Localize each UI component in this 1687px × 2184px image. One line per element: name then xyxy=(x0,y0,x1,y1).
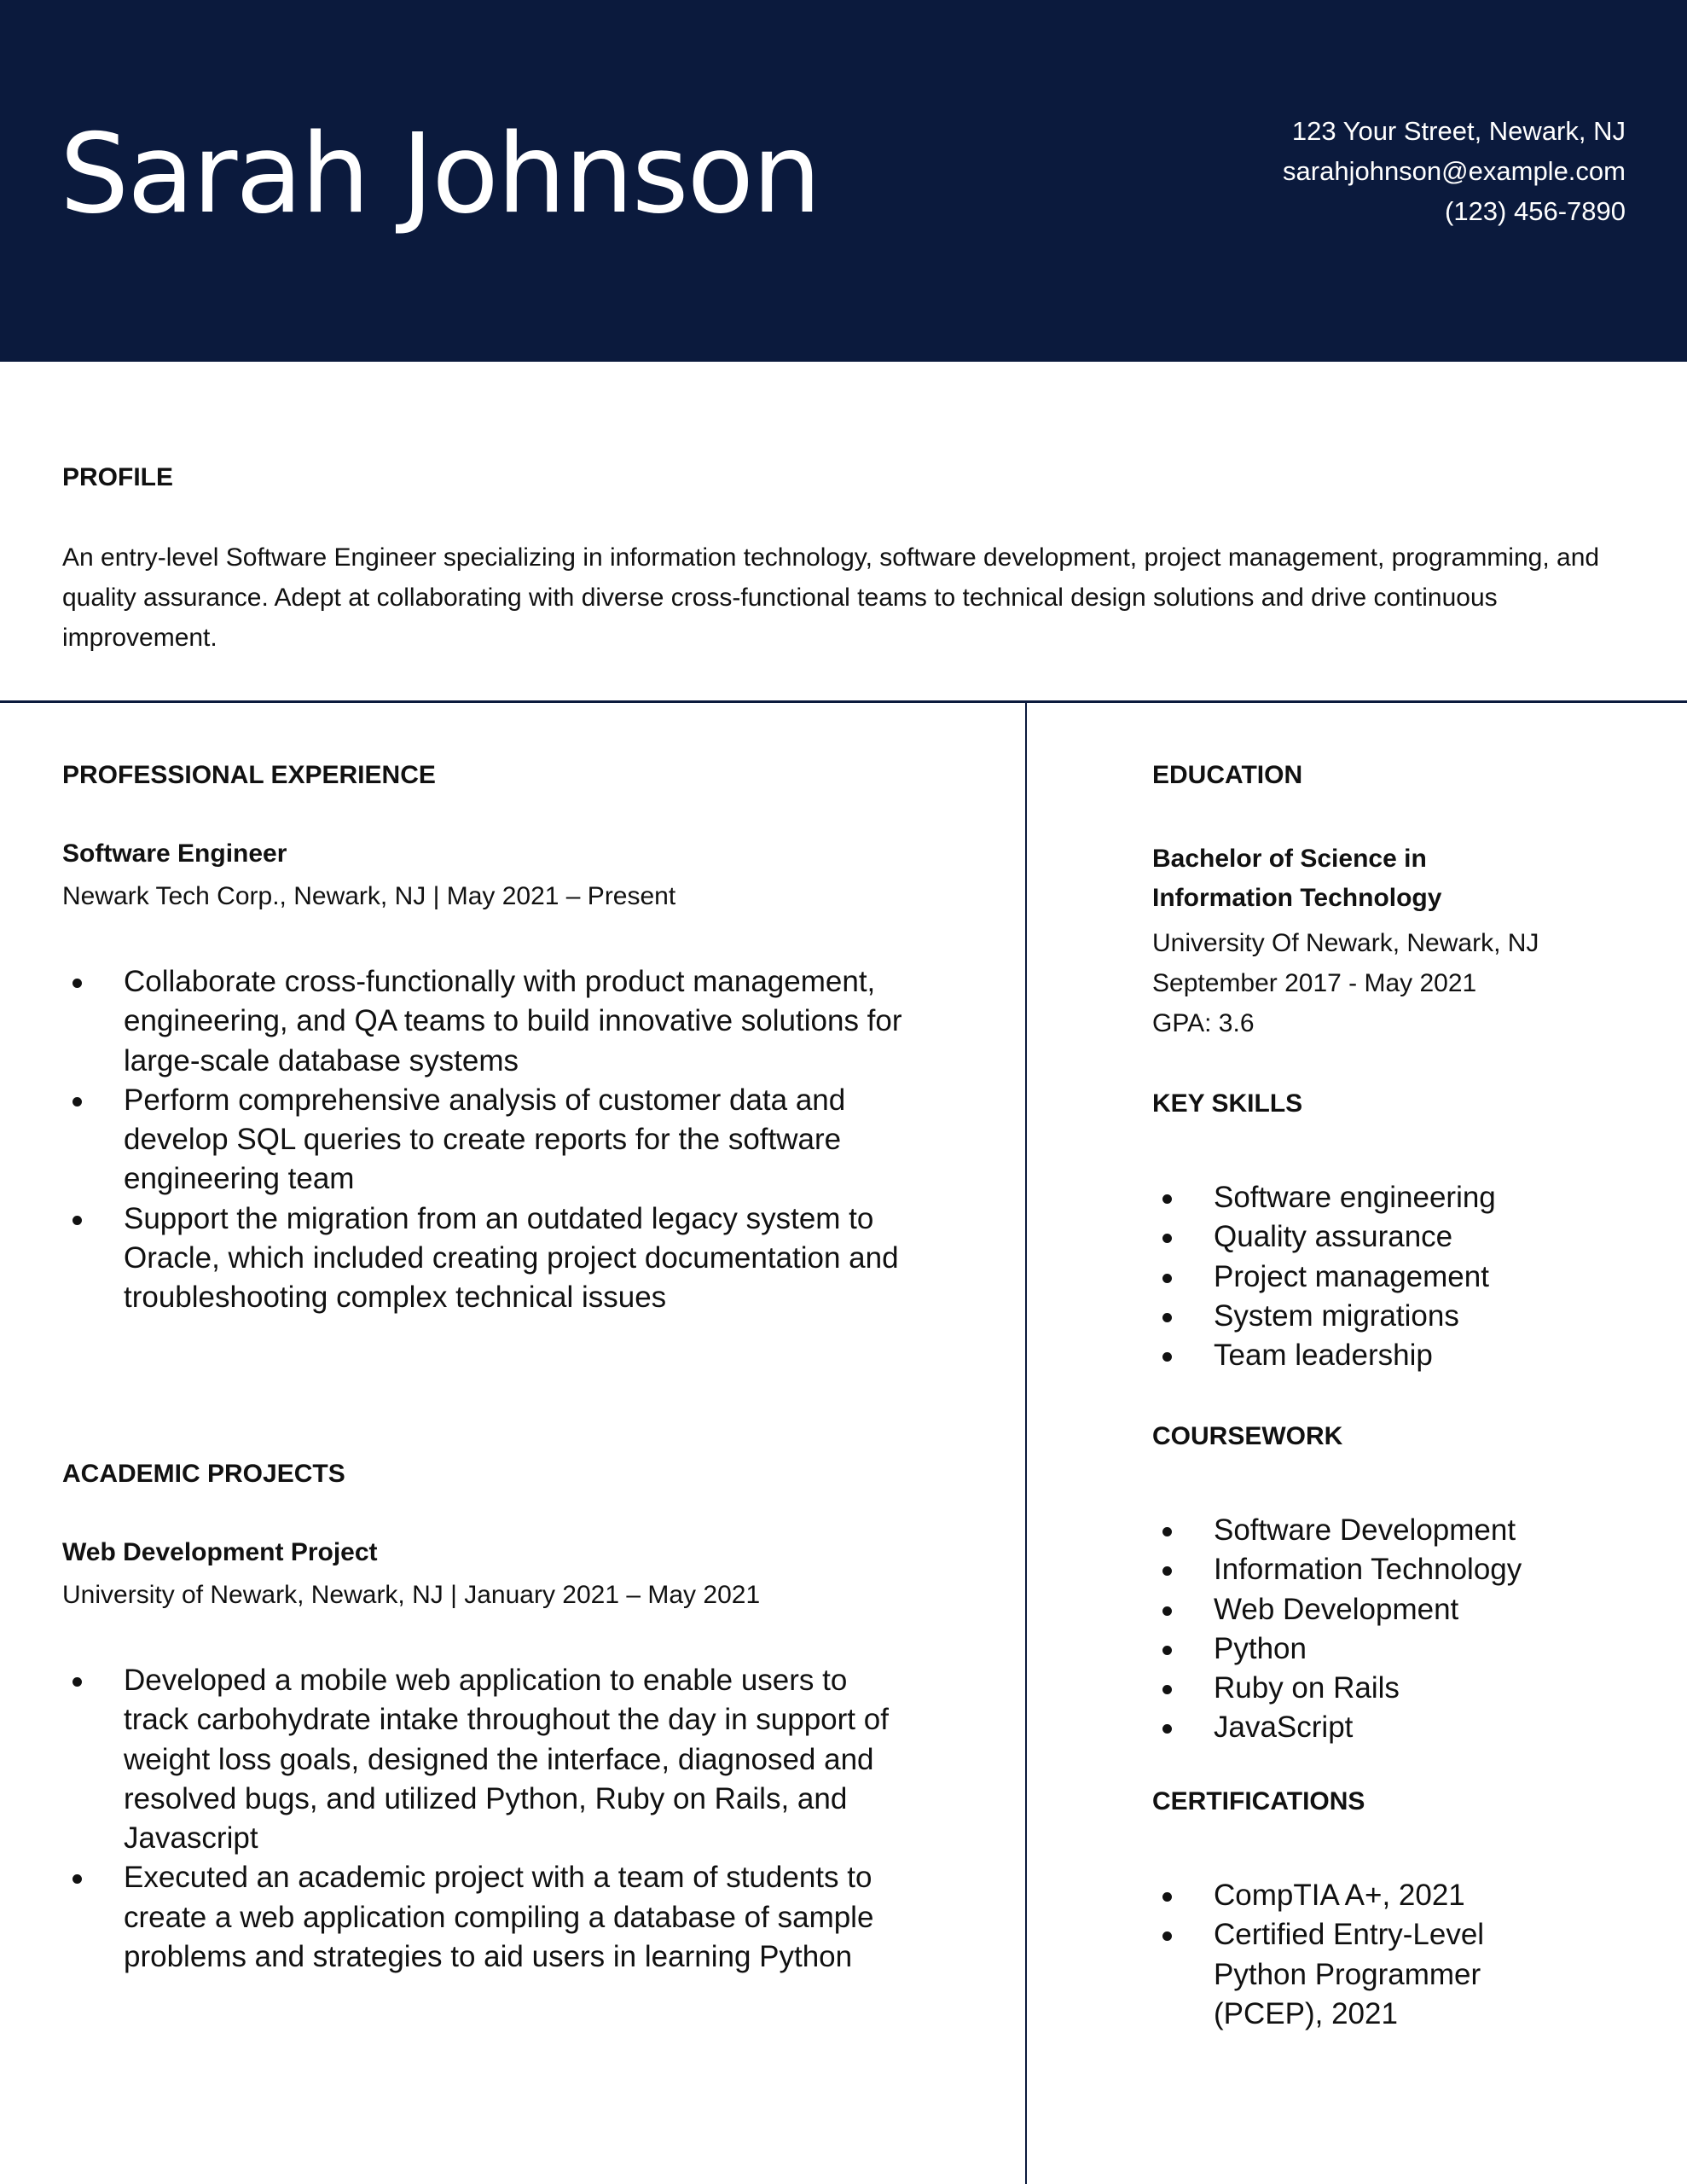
bullet-icon xyxy=(1162,1352,1172,1362)
list-item-text: Team leadership xyxy=(1214,1339,1433,1373)
bullet-icon xyxy=(72,1216,82,1225)
degree-line-2: Information Technology xyxy=(1152,884,1442,912)
project-bullets xyxy=(62,1661,915,1977)
list-item-text: Software engineering xyxy=(1214,1181,1496,1214)
school: University Of Newark, Newark, NJ xyxy=(1152,929,1539,957)
bullet-icon xyxy=(1162,1566,1172,1576)
bullet-icon xyxy=(1162,1313,1172,1322)
projects-section xyxy=(62,1457,983,1977)
degree-line-1: Bachelor of Science in xyxy=(1152,845,1427,873)
bullet-icon xyxy=(72,1677,82,1687)
profile-section xyxy=(62,461,1632,658)
list-item-text: Support the migration from an outdated legacy system to Oracle, which included creating project documentation and troubleshooting complex technical issues xyxy=(124,1201,899,1315)
section-title-experience: PROFESSIONAL EXPERIENCE xyxy=(62,761,436,789)
address: 123 Your Street, Newark, NJ xyxy=(1291,116,1626,146)
list-item xyxy=(1152,1915,1536,2034)
list-item-text: CompTIA A+, 2021 xyxy=(1214,1879,1465,1912)
list-item-text: Python xyxy=(1214,1631,1307,1665)
vertical-divider xyxy=(1025,703,1027,2184)
list-item xyxy=(62,1199,915,1318)
email: sarahjohnson@example.com xyxy=(1283,156,1626,186)
skills-list xyxy=(1152,1178,1579,1375)
profile-text: An entry-level Software Engineer specializing in information technology, software development, project management, programming, and quality assurance. Adept at collaborating with diverse cross-functional teams to technical design solutions and drive continuous improvement. xyxy=(62,543,1600,652)
list-item xyxy=(1152,1550,1613,1589)
section-title-coursework: COURSEWORK xyxy=(1152,1422,1343,1450)
project-meta: University of Newark, Newark, NJ | January 2021 – May 2021 xyxy=(62,1581,761,1609)
bullet-icon xyxy=(1162,1274,1172,1283)
bullet-icon xyxy=(72,979,82,988)
list-item xyxy=(1152,1336,1579,1375)
section-title-education: EDUCATION xyxy=(1152,761,1303,789)
list-item-text: Software Development xyxy=(1214,1513,1516,1547)
list-item-text: Quality assurance xyxy=(1214,1220,1453,1254)
bullet-icon xyxy=(1162,1646,1172,1655)
certifications-section xyxy=(1152,1785,1647,2034)
list-item xyxy=(62,1858,915,1977)
bullet-icon xyxy=(1162,1606,1172,1616)
experience-section xyxy=(62,758,983,1318)
coursework-section xyxy=(1152,1420,1647,1748)
degree xyxy=(1152,839,1647,918)
list-item xyxy=(1152,1590,1613,1629)
job-title: Software Engineer xyxy=(62,839,287,868)
bullet-icon xyxy=(72,1874,82,1884)
list-item-text: Ruby on Rails xyxy=(1214,1671,1400,1705)
list-item xyxy=(1152,1178,1579,1217)
list-item xyxy=(1152,1669,1613,1708)
list-item xyxy=(1152,1511,1613,1550)
bullet-icon xyxy=(1162,1724,1172,1734)
bullet-icon xyxy=(1162,1685,1172,1694)
list-item-text: Developed a mobile web application to enable users to track carbohydrate intake throughout the day in support of weight loss goals, designed the interface, diagnosed and resolved bugs, and utilized Python, Ruby on Rails, and Javascript xyxy=(124,1664,889,1856)
bullet-icon xyxy=(1162,1931,1172,1941)
section-title-certifications: CERTIFICATIONS xyxy=(1152,1787,1365,1815)
candidate-name: Sarah Johnson xyxy=(60,111,820,238)
list-item xyxy=(62,962,915,1081)
bullet-icon xyxy=(1162,1527,1172,1536)
list-item-text: Perform comprehensive analysis of customer data and develop SQL queries to create reports for the software engineering team xyxy=(124,1083,846,1196)
project-name: Web Development Project xyxy=(62,1538,378,1566)
bullet-icon xyxy=(72,1097,82,1107)
section-title-projects: ACADEMIC PROJECTS xyxy=(62,1460,345,1488)
list-item xyxy=(1152,1708,1613,1747)
list-item-text: Information Technology xyxy=(1214,1553,1522,1587)
list-item xyxy=(62,1081,915,1199)
list-item-text: Project management xyxy=(1214,1259,1489,1293)
horizontal-divider xyxy=(0,700,1687,703)
experience-bullets xyxy=(62,962,915,1318)
list-item xyxy=(62,1661,915,1858)
bullet-icon xyxy=(1162,1234,1172,1243)
list-item xyxy=(1152,1297,1579,1336)
education-dates: September 2017 - May 2021 xyxy=(1152,969,1477,997)
section-title-profile: PROFILE xyxy=(62,463,174,491)
list-item-text: System migrations xyxy=(1214,1298,1459,1333)
education-section xyxy=(1152,758,1647,1043)
list-item xyxy=(1152,1217,1579,1257)
list-item-text: Collaborate cross-functionally with product management, engineering, and QA teams to build innovative solutions for large-scale database systems xyxy=(124,965,902,1077)
list-item xyxy=(1152,1629,1613,1669)
list-item xyxy=(1152,1258,1579,1297)
gpa: GPA: 3.6 xyxy=(1152,1009,1255,1037)
certifications-list xyxy=(1152,1876,1536,2034)
list-item-text: JavaScript xyxy=(1214,1711,1354,1745)
coursework-list xyxy=(1152,1511,1613,1748)
contact-info xyxy=(1283,111,1626,231)
list-item xyxy=(1152,1876,1536,1915)
bullet-icon xyxy=(1162,1892,1172,1902)
list-item-text: Web Development xyxy=(1214,1592,1459,1626)
section-title-skills: KEY SKILLS xyxy=(1152,1089,1303,1118)
phone: (123) 456-7890 xyxy=(1445,196,1626,226)
resume-header xyxy=(0,0,1687,362)
list-item-text: Certified Entry-Level Python Programmer (PCEP), 2021 xyxy=(1214,1918,1485,2030)
job-meta: Newark Tech Corp., Newark, NJ | May 2021 – Present xyxy=(62,882,676,910)
bullet-icon xyxy=(1162,1194,1172,1204)
list-item-text: Executed an academic project with a team of students to create a web application compiling a database of sample problems and strategies to aid users in learning Python xyxy=(124,1861,874,1974)
skills-section xyxy=(1152,1087,1647,1375)
